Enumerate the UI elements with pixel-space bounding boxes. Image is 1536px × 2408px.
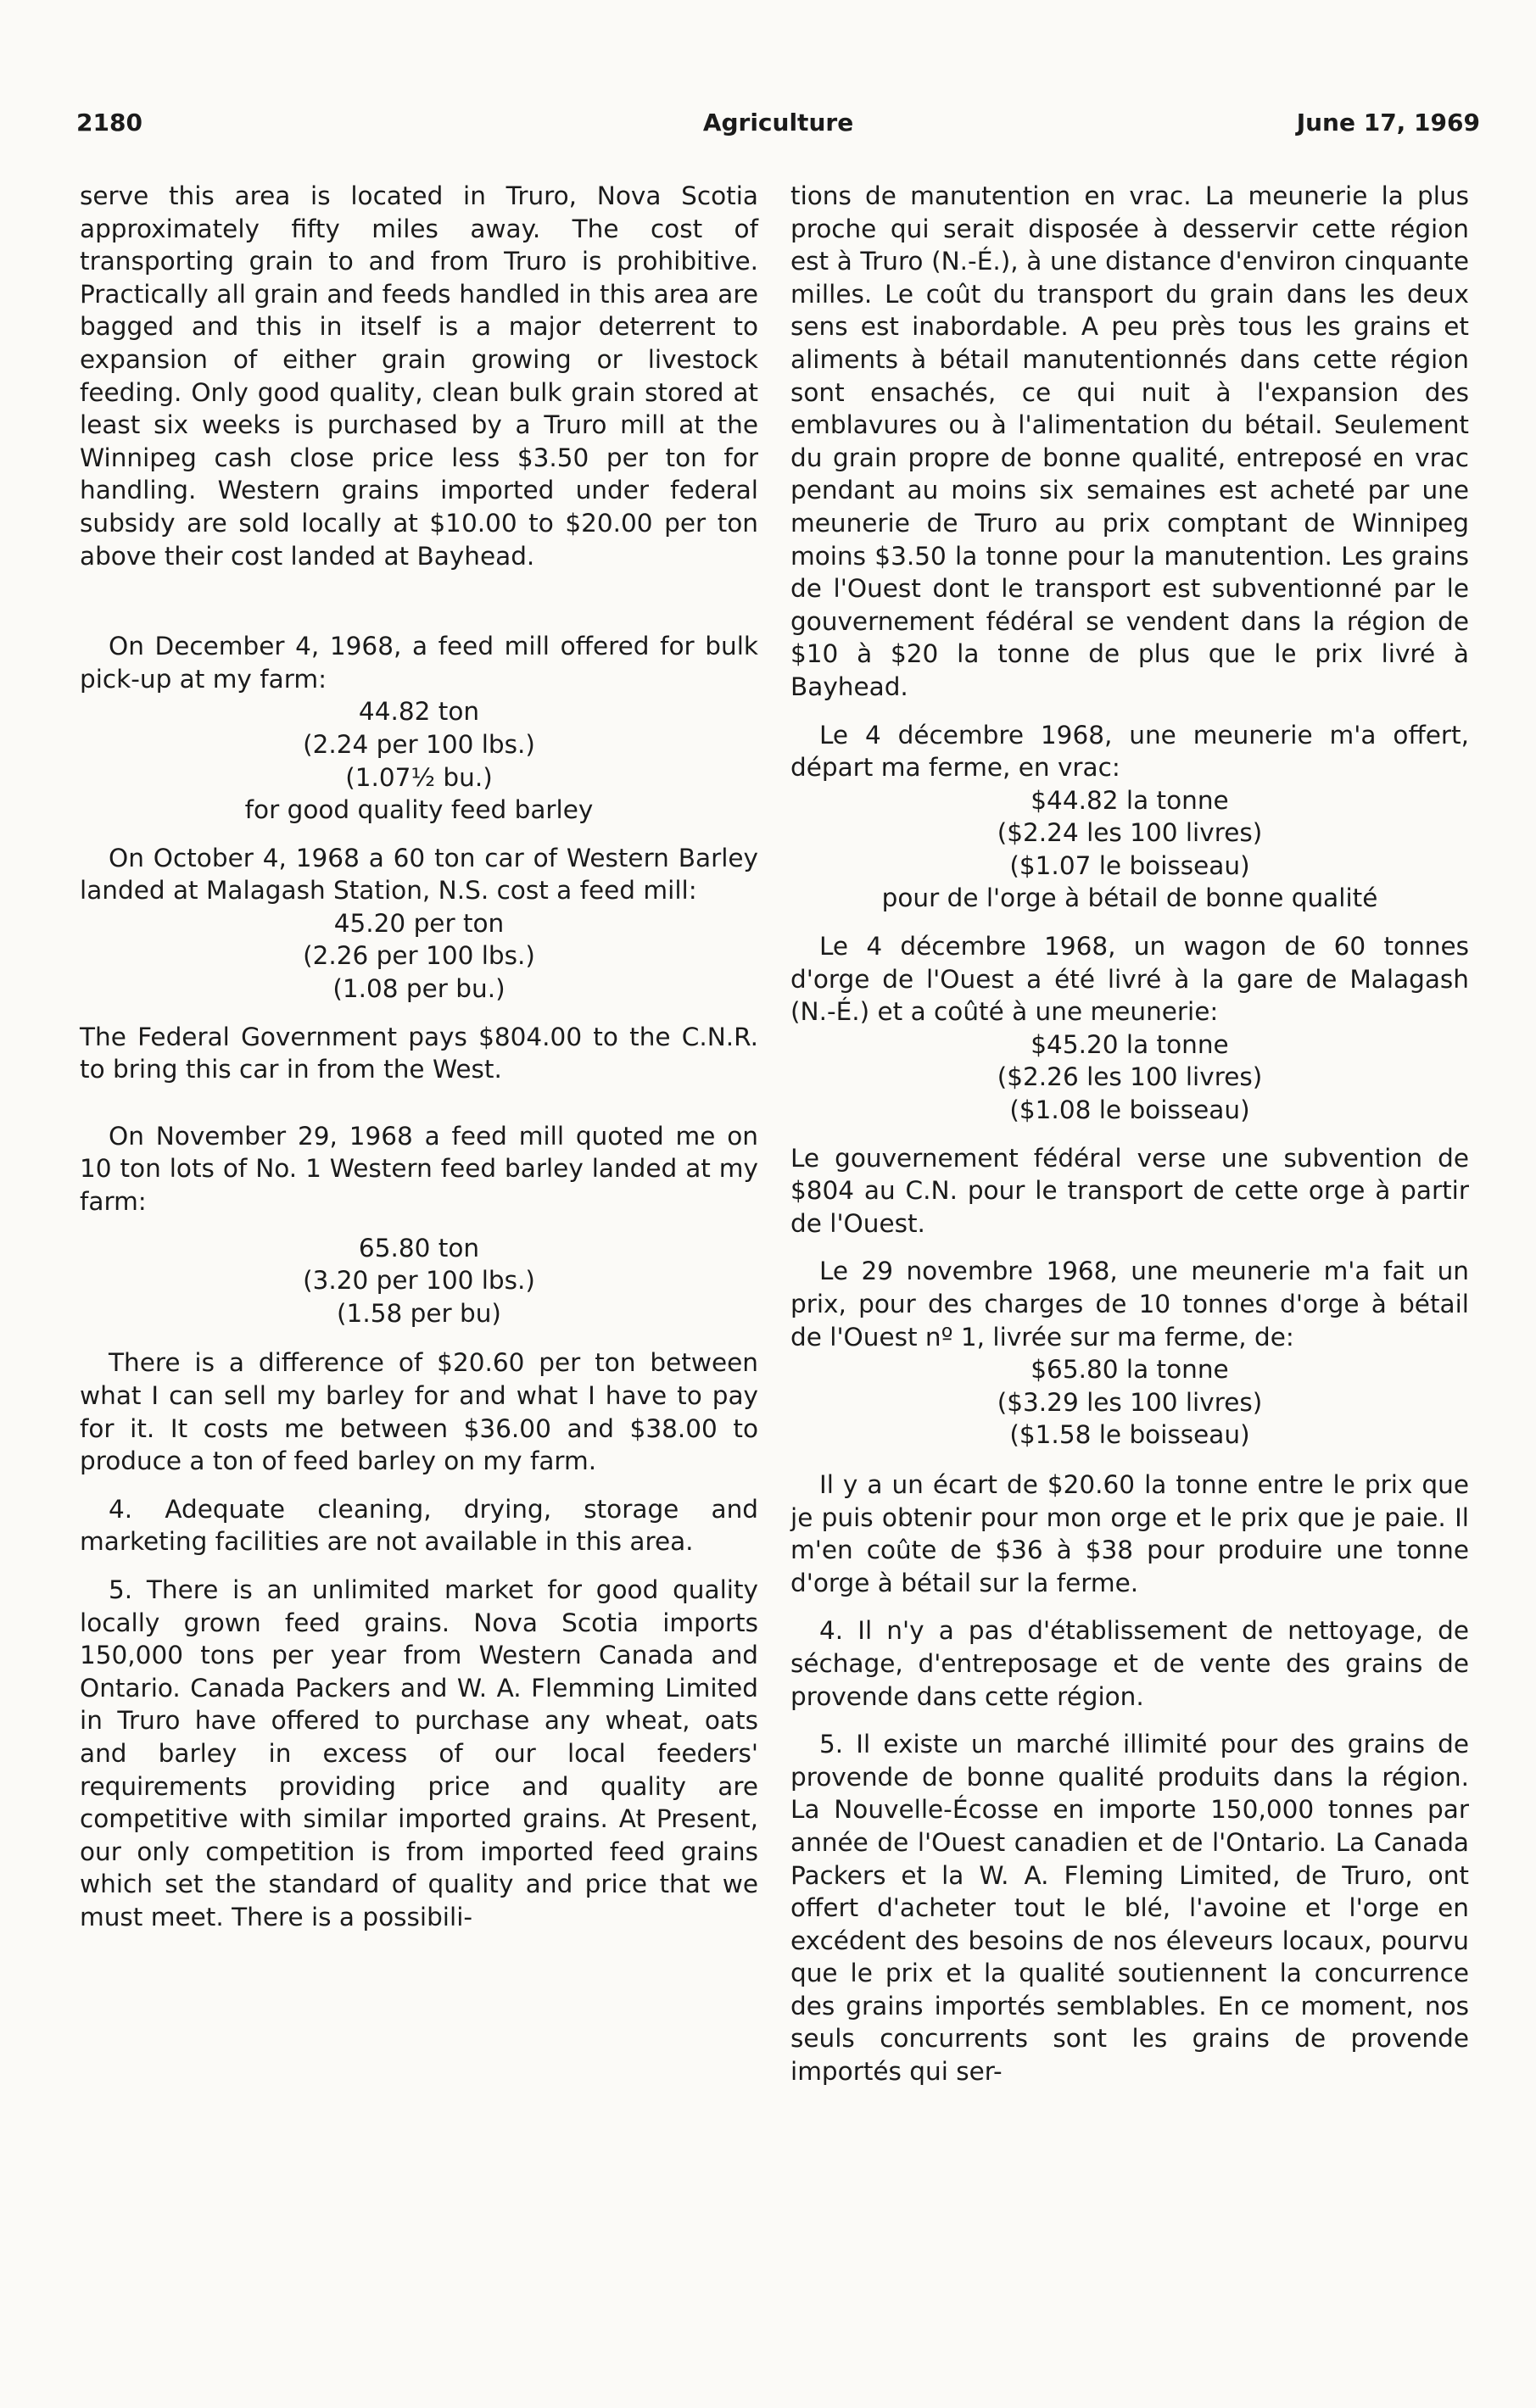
- paragraph: Il y a un écart de $20.60 la tonne entre le prix que je puis obtenir pour mon orge et le prix que je paie. Il m'en coûte de $36 à $38 pour produire une tonne d'orge à bétail sur la ferme.: [790, 1469, 1469, 1597]
- price-line: $44.82 la tonne: [1031, 785, 1229, 815]
- price-line: 65.80 ton: [358, 1233, 480, 1263]
- paragraph: tions de manutention en vrac. La meunerie la plus proche qui serait disposée à desservir cette région est à Truro (N.-É.), à une distance d'environ cinquante milles. Le coût du transport du grain dans les deux sens est inabordable. A peu près tous les grains et aliments à bétail manutentionnés dans cette région sont ensachés, ce qui nuit à l'expansion des emblavures ou à l'alimentation du bétail. Seulement du grain propre de bonne qualité, entreposé en vrac pendant au moins six semaines est acheté par une meunerie de Truro au prix comptant de Winnipeg moins $3.50 la tonne pour la manutention. Les grains de l'Ouest dont le transport est subventionné par le gouvernement fédéral se vendent dans la région de $10 à $20 la tonne de plus que le prix livré à Bayhead.: [790, 181, 1469, 701]
- paragraph: Le 29 novembre 1968, une meunerie m'a fait un prix, pour des charges de 10 tonnes d'orge à bétail de l'Ouest nº 1, livrée sur ma ferme, de:: [790, 1257, 1469, 1352]
- price-line: ($2.24 les 100 livres): [997, 818, 1263, 848]
- price-line: ($2.26 les 100 livres): [997, 1062, 1263, 1092]
- price-line: 44.82 ton: [358, 697, 480, 727]
- paragraph: serve this area is located in Truro, Nova Scotia approximately fifty miles away. The cost of transporting grain to and from Truro is prohibitive. Practically all grain and feeds handled in this area are bagged and this in itself is a major deterrent to expansion of either grain growing or livestock feeding. Only good quality, clean bulk grain stored at least six weeks is purchased by a Truro mill at the Winnipeg cash close price less $3.50 per ton for handling. Western grains imported under federal subsidy are sold locally at $10.00 to $20.00 per ton above their cost landed at Bayhead.: [80, 181, 758, 571]
- french-column: [790, 180, 1469, 2088]
- price-block: [790, 784, 1469, 915]
- price-line: ($1.07 le boisseau): [1009, 850, 1250, 880]
- page-date: June 17, 1969: [1296, 109, 1480, 137]
- paragraph: 5. Il existe un marché illimité pour des grains de provende de bonne qualité produits dans la région. La Nouvelle-Écosse en importe 150,000 tonnes par année de l'Ouest canadien et de l'Ontario. La Canada Packers et la W. A. Fleming Limited, de Truro, ont offert d'acheter tout le blé, l'avoine et l'orge en excédent des besoins de nos éleveurs locaux, pourvu que le prix et la qualité soutiennent la concurrence des grains importés semblables. En ce moment, nos seuls concurrents sont les grains de provende importés qui ser-: [790, 1730, 1469, 2087]
- price-line: $65.80 la tonne: [1031, 1355, 1229, 1385]
- price-line: ($3.29 les 100 livres): [997, 1387, 1263, 1417]
- price-line: (1.08 per bu.): [332, 974, 505, 1004]
- price-line: ($1.08 le boisseau): [1009, 1095, 1250, 1125]
- paragraph: Le 4 décembre 1968, un wagon de 60 tonnes d'orge de l'Ouest a été livré à la gare de Malagash (N.-É.) et a coûté à une meunerie:: [790, 932, 1469, 1027]
- paragraph: There is a difference of $20.60 per ton between what I can sell my barley for and what I have to pay for it. It costs me between $36.00 and $38.00 to produce a ton of feed barley on my farm.: [80, 1348, 758, 1476]
- price-line: 45.20 per ton: [333, 908, 505, 938]
- price-block: [790, 1028, 1469, 1127]
- price-line: (1.07½ bu.): [345, 762, 493, 792]
- paragraph: On November 29, 1968 a feed mill quoted me on 10 ton lots of No. 1 Western feed barley landed at my farm:: [80, 1121, 758, 1217]
- paragraph: 4. Il n'y a pas d'établissement de nettoyage, de séchage, d'entreposage et de vente des grains de provende dans cette région.: [790, 1616, 1469, 1711]
- paragraph: Le gouvernement fédéral verse une subvention de $804 au C.N. pour le transport de cette orge à partir de l'Ouest.: [790, 1143, 1469, 1238]
- price-block: [80, 695, 758, 826]
- price-line: (2.24 per 100 lbs.): [303, 729, 535, 759]
- paragraph: 4. Adequate cleaning, drying, storage and marketing facilities are not available in this area.: [80, 1494, 758, 1557]
- page-header: [76, 109, 1480, 146]
- price-block: [80, 907, 758, 1006]
- price-line: pour de l'orge à bétail de bonne qualité: [881, 883, 1378, 913]
- price-line: (3.20 per 100 lbs.): [303, 1266, 535, 1296]
- paragraph: 5. There is an unlimited market for good quality locally grown feed grains. Nova Scotia imports 150,000 tons per year from Western Canada and Ontario. Canada Packers and W. A. Flemming Limited in Truro have offered to purchase any wheat, oats and barley in excess of our local feeders' requirements providing price and quality are competitive with similar imported grains. At Present, our only competition is from imported feed grains which set the standard of quality and price that we must meet. There is a possibili-: [80, 1575, 758, 1931]
- paragraph: On December 4, 1968, a feed mill offered for bulk pick-up at my farm:: [80, 632, 758, 694]
- price-line: (1.58 per bu): [337, 1298, 501, 1328]
- english-column: [80, 180, 758, 1934]
- price-line: (2.26 per 100 lbs.): [303, 941, 535, 971]
- page-number: 2180: [76, 109, 142, 137]
- section-title: Agriculture: [702, 109, 854, 137]
- paragraph: The Federal Government pays $804.00 to the C.N.R. to bring this car in from the West.: [80, 1022, 758, 1084]
- price-line: $45.20 la tonne: [1031, 1029, 1229, 1059]
- price-block: [790, 1353, 1469, 1452]
- paragraph: On October 4, 1968 a 60 ton car of Western Barley landed at Malagash Station, N.S. cost a feed mill:: [80, 843, 758, 906]
- price-line: ($1.58 le boisseau): [1009, 1420, 1250, 1450]
- price-line: for good quality feed barley: [244, 795, 594, 825]
- price-block: [80, 1232, 758, 1330]
- paragraph: Le 4 décembre 1968, une meunerie m'a offert, départ ma ferme, en vrac:: [790, 720, 1469, 783]
